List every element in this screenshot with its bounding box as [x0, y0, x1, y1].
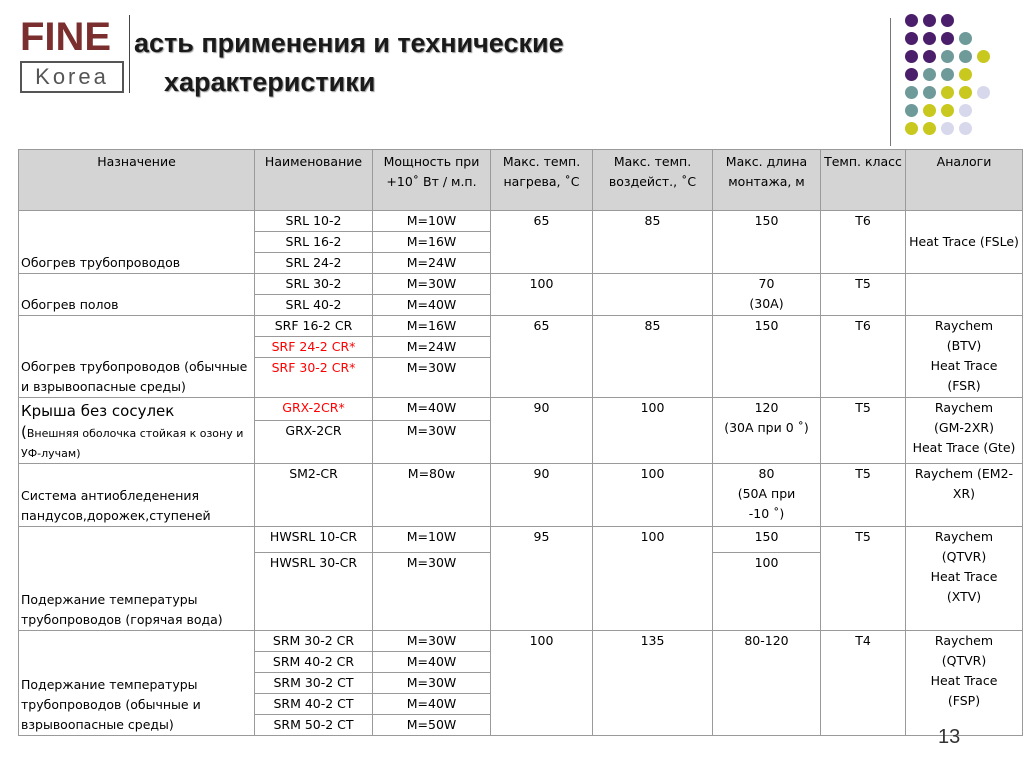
temp-class-value: T5	[821, 274, 906, 316]
product-name: SRL 10-2	[255, 211, 373, 232]
analogs-value	[906, 274, 1023, 316]
decorative-dot	[941, 32, 954, 45]
purpose-cell: Подержание температуры трубопроводов (обычные и взрывоопасные среды)	[19, 631, 255, 736]
product-name: SRF 30-2 CR*	[255, 358, 373, 398]
table-row	[19, 464, 1023, 527]
analog-line: Heat Trace	[930, 569, 998, 584]
table-row	[19, 211, 1023, 232]
max-length-value: 100	[713, 553, 821, 631]
power-value: M=10W	[373, 211, 491, 232]
page-number: 13	[938, 726, 961, 748]
logo-fine-text: FINE	[20, 15, 112, 59]
max-exposure-value: 100	[593, 398, 713, 464]
decorative-dot	[959, 104, 972, 117]
table-header-row	[19, 150, 1023, 211]
header-max-length: Макс. длина монтажа, м	[713, 150, 821, 211]
analog-line: (FSR)	[947, 378, 981, 393]
header-max-exposure: Макс. темп. воздейст., ˚С	[593, 150, 713, 211]
temp-class-value: T5	[821, 464, 906, 527]
decorative-dot	[905, 68, 918, 81]
analog-line: Heat Trace	[930, 673, 998, 688]
max-exposure-value: 100	[593, 527, 713, 631]
max-length-value	[713, 398, 821, 464]
analog-line: Heat Trace	[930, 358, 998, 373]
decorative-dot	[941, 14, 954, 27]
power-value: M=30W	[373, 420, 491, 463]
product-name: SRF 16-2 CR	[255, 316, 373, 337]
decorative-dot	[941, 104, 954, 117]
table-row	[19, 316, 1023, 337]
analog-line: (QTVR)	[941, 549, 987, 564]
purpose-cell	[19, 398, 255, 464]
temp-class-value: T5	[821, 398, 906, 464]
decorative-dot	[941, 68, 954, 81]
power-value: M=40W	[373, 295, 491, 316]
max-length-line: (50A при	[737, 486, 796, 501]
purpose-note: Внешняя оболочка стойкая к озону и УФ-лучам)	[21, 427, 244, 460]
power-value: M=40W	[373, 652, 491, 673]
max-length-line: -10 ˚)	[748, 506, 785, 521]
temp-class-value: T6	[821, 211, 906, 274]
slide-title	[134, 24, 874, 102]
power-value: M=80w	[373, 464, 491, 527]
analogs-value: Heat Trace (FSLe)	[906, 211, 1023, 274]
decorative-dot	[905, 86, 918, 99]
decorative-dot	[977, 86, 990, 99]
max-length-value: 80-120	[713, 631, 821, 736]
decorative-dot	[923, 32, 936, 45]
decorative-dot	[905, 14, 918, 27]
product-name: SRF 24-2 CR*	[255, 337, 373, 358]
product-name: HWSRL 30-CR	[255, 553, 373, 631]
max-length-line: (30A)	[749, 296, 784, 311]
max-heat-value: 65	[491, 211, 593, 274]
max-length-line: (30A при 0 ˚)	[724, 420, 809, 435]
max-heat-value: 100	[491, 631, 593, 736]
power-value: M=30W	[373, 631, 491, 652]
analog-line: Raychem	[934, 633, 994, 648]
purpose-cell: Обогрев полов	[19, 274, 255, 316]
analog-line: Heat Trace (Gte)	[912, 440, 1016, 455]
purpose-cell: Система антиобледенения пандусов,дорожек,ступеней	[19, 464, 255, 527]
temp-class-value: T4	[821, 631, 906, 736]
decorative-dot	[941, 50, 954, 63]
product-name: SRM 40-2 CT	[255, 694, 373, 715]
product-name: SRM 30-2 CT	[255, 673, 373, 694]
power-value: M=10W	[373, 527, 491, 553]
decorative-dot	[959, 86, 972, 99]
specs-table	[18, 149, 1023, 736]
max-length-line: 120	[754, 400, 779, 415]
product-name: HWSRL 10-CR	[255, 527, 373, 553]
power-value: M=24W	[373, 253, 491, 274]
analog-line: Raychem	[934, 318, 994, 333]
power-value: M=30W	[373, 673, 491, 694]
header-max-heat: Макс. темп. нагрева, ˚С	[491, 150, 593, 211]
table-row	[19, 527, 1023, 553]
logo-divider	[129, 15, 130, 93]
product-name: SRM 30-2 CR	[255, 631, 373, 652]
analogs-value	[906, 316, 1023, 398]
title-line-2: характеристики	[164, 67, 376, 97]
fine-korea-logo	[20, 17, 126, 93]
decorative-dot	[959, 32, 972, 45]
product-name: SRM 40-2 CR	[255, 652, 373, 673]
power-value: M=30W	[373, 274, 491, 295]
analog-line: Raychem	[934, 529, 994, 544]
max-heat-value: 65	[491, 316, 593, 398]
max-length-line: 80	[758, 466, 775, 481]
max-length-value	[713, 464, 821, 527]
purpose-cell: Обогрев трубопроводов (обычные и взрывоопасные среды)	[19, 316, 255, 398]
analogs-value	[906, 398, 1023, 464]
logo-korea-text: Korea	[20, 61, 124, 93]
max-length-value: 150	[713, 527, 821, 553]
purpose-cell: Подержание температуры трубопроводов (горячая вода)	[19, 527, 255, 631]
max-exposure-value: 100	[593, 464, 713, 527]
decorative-dot	[923, 104, 936, 117]
max-exposure-value: 85	[593, 211, 713, 274]
max-length-value: 150	[713, 211, 821, 274]
header-analogs: Аналоги	[906, 150, 1023, 211]
analogs-value	[906, 527, 1023, 631]
decorative-dot	[905, 104, 918, 117]
decorative-dot	[959, 68, 972, 81]
max-heat-value: 90	[491, 464, 593, 527]
product-name: SM2-CR	[255, 464, 373, 527]
analog-line: Raychem	[934, 400, 994, 415]
product-name: SRL 24-2	[255, 253, 373, 274]
analogs-value: Raychem (EM2-XR)	[906, 464, 1023, 527]
power-value: M=30W	[373, 358, 491, 398]
power-value: M=50W	[373, 715, 491, 736]
decorative-dot	[923, 50, 936, 63]
decorative-dot	[923, 14, 936, 27]
max-exposure-value: 135	[593, 631, 713, 736]
power-value: M=16W	[373, 316, 491, 337]
product-name: SRL 40-2	[255, 295, 373, 316]
power-value: M=16W	[373, 232, 491, 253]
decorative-dot	[941, 86, 954, 99]
max-heat-value: 100	[491, 274, 593, 316]
analogs-value	[906, 631, 1023, 736]
table-row	[19, 631, 1023, 652]
product-name: SRL 16-2	[255, 232, 373, 253]
purpose-paren: (	[21, 423, 27, 441]
analog-line: (FSP)	[947, 693, 981, 708]
decorative-dot	[905, 122, 918, 135]
power-value: M=24W	[373, 337, 491, 358]
header-temp-class: Темп. класс	[821, 150, 906, 211]
analog-line: (BTV)	[946, 338, 982, 353]
max-length-line: 70	[758, 276, 775, 291]
analog-line: (GM-2XR)	[934, 420, 994, 435]
decorative-dot	[923, 86, 936, 99]
temp-class-value: T5	[821, 527, 906, 631]
max-exposure-value: 85	[593, 316, 713, 398]
decorative-dot	[905, 50, 918, 63]
decorative-dot	[959, 50, 972, 63]
max-length-value: 150	[713, 316, 821, 398]
title-line-1: асть применения и технические	[134, 28, 564, 58]
max-heat-value: 95	[491, 527, 593, 631]
decorative-dot	[941, 122, 954, 135]
decorative-dot	[959, 122, 972, 135]
analog-line: (XTV)	[946, 589, 982, 604]
decorative-dot	[905, 32, 918, 45]
temp-class-value: T6	[821, 316, 906, 398]
purpose-cell: Обогрев трубопроводов	[19, 211, 255, 274]
power-value: M=40W	[373, 398, 491, 421]
header-purpose: Назначение	[19, 150, 255, 211]
purpose-main-text: Крыша без сосулек	[21, 402, 175, 420]
max-exposure-value	[593, 274, 713, 316]
product-name: SRL 30-2	[255, 274, 373, 295]
product-name: GRX-2CR	[255, 420, 373, 463]
decorative-dot	[923, 68, 936, 81]
product-name: SRM 50-2 CT	[255, 715, 373, 736]
product-name: GRX-2CR*	[255, 398, 373, 421]
power-value: M=30W	[373, 553, 491, 631]
decor-divider	[890, 18, 891, 146]
decorative-dot	[977, 50, 990, 63]
max-length-value	[713, 274, 821, 316]
decorative-dot-grid	[905, 14, 1015, 144]
max-heat-value: 90	[491, 398, 593, 464]
header-power: Мощность при +10˚ Вт / м.п.	[373, 150, 491, 211]
power-value: M=40W	[373, 694, 491, 715]
decorative-dot	[923, 122, 936, 135]
header-name: Наименование	[255, 150, 373, 211]
analog-line: (QTVR)	[941, 653, 987, 668]
table-row	[19, 398, 1023, 421]
table-row	[19, 274, 1023, 295]
